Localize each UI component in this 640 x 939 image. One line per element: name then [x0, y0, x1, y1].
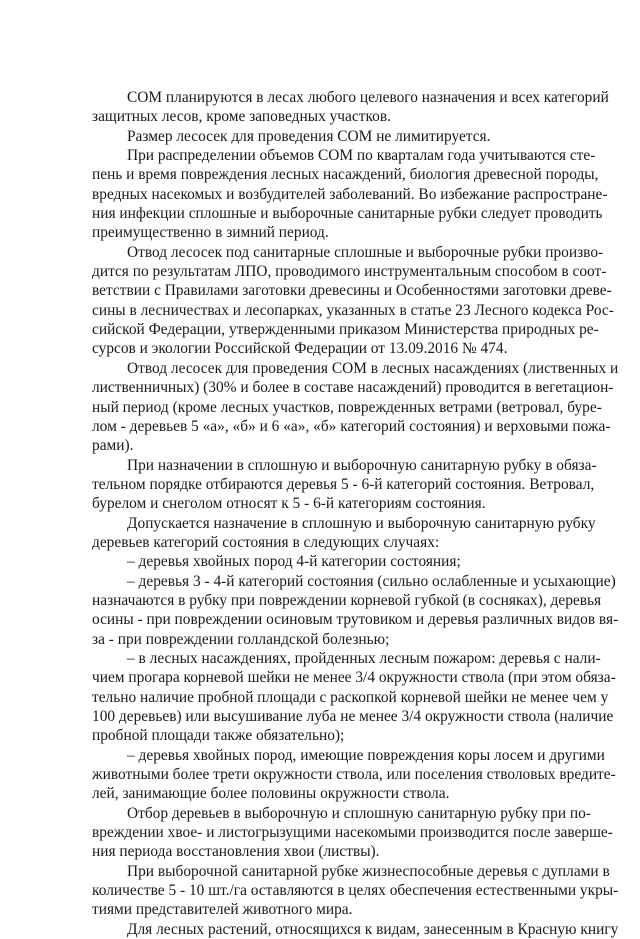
text-line: Отбор деревьев в выборочную и сплошную санитарную рубку при по- [127, 804, 591, 822]
text-line: животными более трети окружности ствола, или поселения стволовых вредите- [92, 766, 616, 784]
text-line: При назначении в сплошную и выборочную санитарную рубку в обяза- [127, 456, 597, 474]
text-line: – деревья хвойных пород 4-й категории состояния; [127, 553, 461, 571]
text-line: чием прогара корневой шейки не менее 3/4 окружности ствола (при этом обяза- [92, 669, 616, 687]
text-line: сийской Федерации, утвержденными приказом Министерства природных ре- [92, 321, 599, 339]
text-line: тельном порядке отбираются деревья 5 - 6-й категорий состояния. Ветровал, [92, 475, 595, 493]
text-line: преимущественно в зимний период. [92, 224, 329, 242]
text-line: сурсов и экологии Российской Федерации от 13.09.2016 № 474. [92, 340, 508, 358]
text-line: СОМ планируются в лесах любого целевого назначения и всех категорий [127, 89, 609, 106]
text-line: тиями представителей животного мира. [92, 901, 353, 919]
text-line: осины - при повреждении осиновым трутовиком и деревья различных видов вя- [92, 611, 619, 629]
text-line: пробной площади также обязательно); [92, 727, 345, 745]
text-line: Отвод лесосек под санитарные сплошные и выборочные рубки произво- [127, 243, 604, 261]
text-line: назначаются в рубку при повреждении корневой губкой (в сосняках), деревья [92, 591, 602, 609]
text-line: ния инфекции сплошные и выборочные санитарные рубки следует проводить [92, 205, 603, 223]
text-line: лей, занимающие более половины окружности ствола. [92, 785, 450, 803]
text-line: Отвод лесосек для проведения СОМ в лесных насаждениях (лиственных и [127, 359, 619, 377]
text-line: за - при повреждении голландской болезнью; [92, 630, 390, 648]
text-line: защитных лесов, кроме заповедных участков. [92, 108, 391, 126]
text-line: – в лесных насаждениях, пройденных лесным пожаром: деревья с нали- [127, 649, 601, 667]
text-line: сины в лесничествах и лесопарках, указанных в статье 23 Лесного кодекса Рос- [92, 301, 614, 319]
text-line: тельно наличие пробной площади с раскопкой корневой шейки не менее чем у [92, 688, 609, 706]
text-line: ный период (кроме лесных участков, поврежденных ветрами (ветровал, буре- [92, 398, 602, 416]
text-line: ния периода восстановления хвои (листвы). [92, 843, 380, 861]
text-line: дится по результатам ЛПО, проводимого инструментальным способом в соот- [92, 263, 607, 281]
text-line: пень и время повреждения лесных насаждений, биология древесной породы, [92, 166, 599, 184]
text-line: вреждении хвое- и листогрызущими насекомыми производится после заверше- [92, 824, 613, 842]
text-line: При распределении объемов СОМ по кварталам года учитываются сте- [127, 147, 596, 165]
text-line: вредных насекомых и возбудителей заболеваний. Во избежание распростране- [92, 185, 608, 203]
text-line: Для лесных растений, относящихся к видам, занесенным в Красную книгу [127, 920, 619, 938]
text-line: количестве 5 - 10 шт./га оставляются в целях обеспечения естественными укры- [92, 882, 619, 900]
text-line: лом - деревьев 5 «а», «б» и 6 «а», «б» категорий состояния) и верховыми пожа- [92, 417, 611, 435]
text-line: При выборочной санитарной рубке жизнеспособные деревья с дуплами в [127, 862, 610, 880]
text-line: Допускается назначение в сплошную и выборочную санитарную рубку [127, 514, 596, 532]
text-line: 100 деревьев) или высушивание луба не менее 3/4 окружности ствола (наличие [92, 708, 614, 725]
text-line: – деревья хвойных пород, имеющие повреждения коры лосем и другими [127, 746, 605, 764]
text-line: лиственничных) (30% и более в составе насаждений) проводится в вегетацион- [92, 379, 614, 397]
text-line: деревьев категорий состояния в следующих случаях: [92, 533, 440, 551]
text-line: ветствии с Правилами заготовки древесины и Особенностями заготовки древе- [92, 282, 612, 300]
document-page [92, 88, 619, 939]
text-line: Размер лесосек для проведения СОМ не лимитируется. [127, 127, 491, 145]
text-line: – деревья 3 - 4-й категорий состояния (сильно ослабленные и усыхающие) [127, 572, 616, 590]
text-line: рами). [92, 437, 134, 455]
text-line: бурелом и снеголом относят к 5 - 6-й категориям состояния. [92, 495, 486, 513]
